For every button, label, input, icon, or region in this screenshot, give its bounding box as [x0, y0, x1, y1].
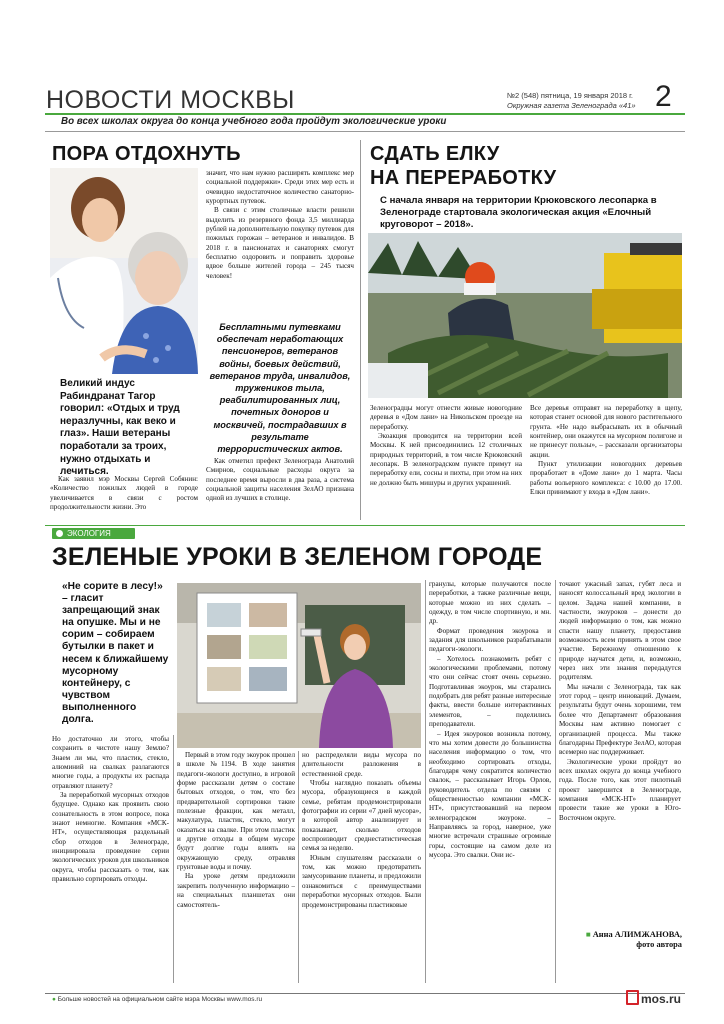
story3-col1: [52, 735, 169, 983]
story1-photo: [50, 168, 198, 374]
story3-title: ЗЕЛЕНЫЕ УРОКИ В ЗЕЛЕНОМ ГОРОДЕ: [52, 543, 543, 571]
story1-quote: Великий индус Рабиндранат Тагор говорил: «Отдых и труд неразлучны, как веко и глаз». Наши ветераны поработали за троих, нужно отдыхать и лечиться.: [60, 378, 180, 478]
story2-col2: [530, 404, 682, 519]
footer-text: Больше новостей на официальном сайте мэра Москвы www.mos.ru: [57, 996, 263, 1003]
story1-col1: [50, 475, 198, 519]
paragraph: Экологические уроки пройдут во всех школах округа до конца учебного года. После того, как этот пилотный проект завершится в Зеленограде, компания «МСК-НТ» планирует провести такие же уроки в Юго-Восточном округе.: [559, 757, 681, 822]
page-number: 2: [655, 80, 672, 113]
story3-col2: [177, 751, 295, 983]
story3-col5: [559, 580, 681, 910]
paragraph: За переработкой мусорных отходов будущее. Однако как проявить свою сознательность в этом вопросе, пока знают немногие. Компания «МСК-НТ», осуществляющая раздельный сбор отходов в Зеленограде, инициировала проведение серии экологических уроков для школьников округа, чтобы рассказать о том, как правильно сортировать отходы.: [52, 791, 169, 884]
paragraph: В связи с этим столичные власти решили выделить из резервного фонда 3,5 миллиарда рублей на дополнительную покупку путевок для пожилых горожан – ветеранов и инвалидов. В 2018 г. в пансионатах и санаториях смогут бесплатно оздоровить и поправить здоровье вдвое больше жителей города – 245 тысяч человек!: [206, 206, 354, 280]
paragraph: Мы начали с Зеленограда, так как этот город – центр инноваций. Думаем, результаты будут очень хорошими, тем более что Департамент образования Москвы нам активно помогает с организацией процесса. Мы также благодарны Префектуре ЗелАО, которая всемерно нас поддерживает.: [559, 682, 681, 757]
paper-name: Окружная газета Зеленограда «41»: [507, 101, 636, 110]
footer-dot-icon: ●: [52, 996, 56, 1003]
paragraph: Зеленоградцы могут отнести живые новогодние деревья в «Дом лани» на Никольском проезде на переработку.: [370, 404, 522, 431]
mos-logo: [626, 990, 681, 1006]
paragraph: но распределяли виды мусора по длительности разложения в естественной среде.: [302, 751, 421, 778]
paragraph: Формат проведения экоурока и задания для школьников разрабатывали педагоги-экологи.: [429, 626, 551, 654]
story3-photo: [177, 583, 421, 748]
paragraph: На уроке детям предложили закрепить полученную информацию – на специальных планшетах они самостоятель-: [177, 872, 295, 909]
paragraph: точают ужасный запах, губят леса и наносят колоссальный вред экологии в целом. Задача нашей компании, в частности, экоуроков – донести до людей информацию о том, как можно спасти нашу планету, предоставив возможность всем принять в этом свое участие. Бережному отношению к природе научатся дети, и, возможно, через них эти знания передадутся родителям.: [559, 580, 681, 682]
mos-logo-text: mos.ru: [641, 992, 682, 1006]
footer-link[interactable]: [52, 996, 262, 1003]
rubric-label: ЭКОЛОГИЯ: [67, 529, 111, 538]
paragraph: Юным слушателям рассказали о том, как можно предотвратить замусоривание планеты, и предложили ознакомиться с преимуществами переработки мусорных отходов. Были продемонстрированы пластиковые: [302, 853, 421, 909]
story1-col2-bottom: [206, 457, 354, 517]
story1-highlight: Бесплатными путевками обеспечат неработающих пенсионеров, ветеранов войны, боевых действий, ветеранов труда, инвалидов, тружеников тыла, реабилитированных лиц, почетных доноров и москвичей, пострадавших в результате террористических актов.: [209, 322, 351, 455]
story2-title-line1: СДАТЬ ЕЛКУ: [370, 143, 500, 165]
story2-col1: [370, 404, 522, 519]
mos-logo-icon: [626, 990, 639, 1005]
paragraph: Все деревья отправят на переработку в щепу, которая станет основой для нового растительного грунта. «Не надо выбрасывать их в обычный контейнер, они окажутся на мусорном полигоне и не принесут пользы», – рассказали организаторы акции.: [530, 404, 682, 459]
paragraph: Как отметил префект Зеленограда Анатолий Смирнов, социальные расходы округа за последнее время выросли в два раза, а система социальной защиты населения ЗелАО признана одной из лучших в столице.: [206, 457, 354, 503]
paragraph: Первый в этом году экоурок прошел в школе №1194. В ходе занятия педагоги-экологи доступно, в игровой форме рассказали детям о составе бытовых отходов, о том, что без предварительной сортировки такие полезные фракции, как металл, макулатура, пластик, стекло, могут оказаться на свалке. При этом пластик и другие отходы в общем мусоре будут долгие годы влиять на окружающую среду, отравляя грунтовые воды и почву.: [177, 751, 295, 872]
paragraph: Пункт утилизации новогодних деревьев проработает в «Доме лани» до 1 марта. Часы работы вольерного комплекса: с 10.00 до 17.00. Елки принимают у входа в «Дом лани».: [530, 460, 682, 497]
rubric-badge: [52, 528, 135, 539]
story2-photo: [368, 233, 682, 398]
story1-title: ПОРА ОТДОХНУТЬ: [52, 143, 241, 165]
story3-col4: [429, 580, 551, 983]
paragraph: значит, что нам нужно расширять комплекс мер социальной поддержки». Среди этих мер есть и очевидно недостаточное количество санаторно-курортных путевок.: [206, 169, 354, 206]
author-square-icon: ■: [585, 930, 591, 939]
author-role: фото автора: [636, 940, 682, 949]
paragraph: Но достаточно ли этого, чтобы сохранить в чистоте нашу Землю? Знаем ли мы, что пластик, стекло, алюминий на свалках разлагаются многие годы, а продукты их распада отравляют планету?: [52, 735, 169, 790]
story1-col2: [206, 169, 354, 319]
section-title: НОВОСТИ МОСКВЫ: [46, 86, 295, 114]
author-line: [562, 930, 682, 950]
story2-lead: С начала января на территории Крюковского лесопарка в Зеленограде стартовала экологическая акция «Елочный круговорот – 2018».: [380, 195, 657, 230]
paragraph: – Идея экоуроков возникла потому, что мы хотим довести до большинства населения информацию о том, что необходимо сортировать отходы, благодаря чему сократится количество свалок, – рассказывает Игорь Орлов, руководитель отдела по связям с общественностью компании «МСК-НТ», присутствовавший на первом зеленоградском экоуроке. – Направляясь за город, наверное, уже многие встречали страшные огромные горы, состоящие на самом деле из мусора. Это свалки. Они ис-: [429, 729, 551, 859]
paragraph: гранулы, которые получаются после переработки, а также различные вещи, которые можно из них сделать – одежду, в том числе спортивную, и мн. др.: [429, 580, 551, 626]
rubric-dot-icon: [56, 530, 63, 537]
masthead-tagline: Во всех школах округа до конца учебного года пройдут экологические уроки: [61, 116, 447, 127]
issue-info: №2 (548) пятница, 19 января 2018 г.: [507, 91, 634, 100]
paragraph: Как заявил мэр Москвы Сергей Собянин: «Количество пожилых людей в городе увеличивается в связи с ростом продолжительности жизни. Это: [50, 475, 198, 512]
story3-quote: «Не сорите в лесу!» – гласит запрещающий знак на опушке. Мы и не сорим – собираем бутылки в пакет и несем к ближайшему мусорному контейнеру, с чувством выполненного долга.: [62, 581, 169, 726]
story3-col3: [302, 751, 421, 983]
paragraph: – Хотелось познакомить ребят с экологическими проблемами, потому что они сейчас стоят очень серьезно. Подготавливая экоурок, мы старались подобрать для ребят разные интересные факты, ввести больше интерактивных элементов, – поделились преподаватели.: [429, 654, 551, 729]
story2-title-line2: НА ПЕРЕРАБОТКУ: [370, 167, 557, 189]
paragraph: Чтобы наглядно показать объемы мусора, образующиеся в каждой семье, ребятам продемонстрировали фотографии из серии «7 дней мусора», в которой автор анализирует и показывает, сколько отходов воспроизводит среднестатистическая семья за неделю.: [302, 779, 421, 853]
author-name: Анна АЛИМЖАНОВА,: [592, 930, 682, 939]
paragraph: Экоакция проводится на территории всей Москвы. К ней присоединились 12 столичных природных территорий, в том числе Крюковский лесопарк. В зеленоградском пункте примут на переработку ели, сосны и пихты, при этом на них не должно быть мишуры и других украшений.: [370, 432, 522, 487]
